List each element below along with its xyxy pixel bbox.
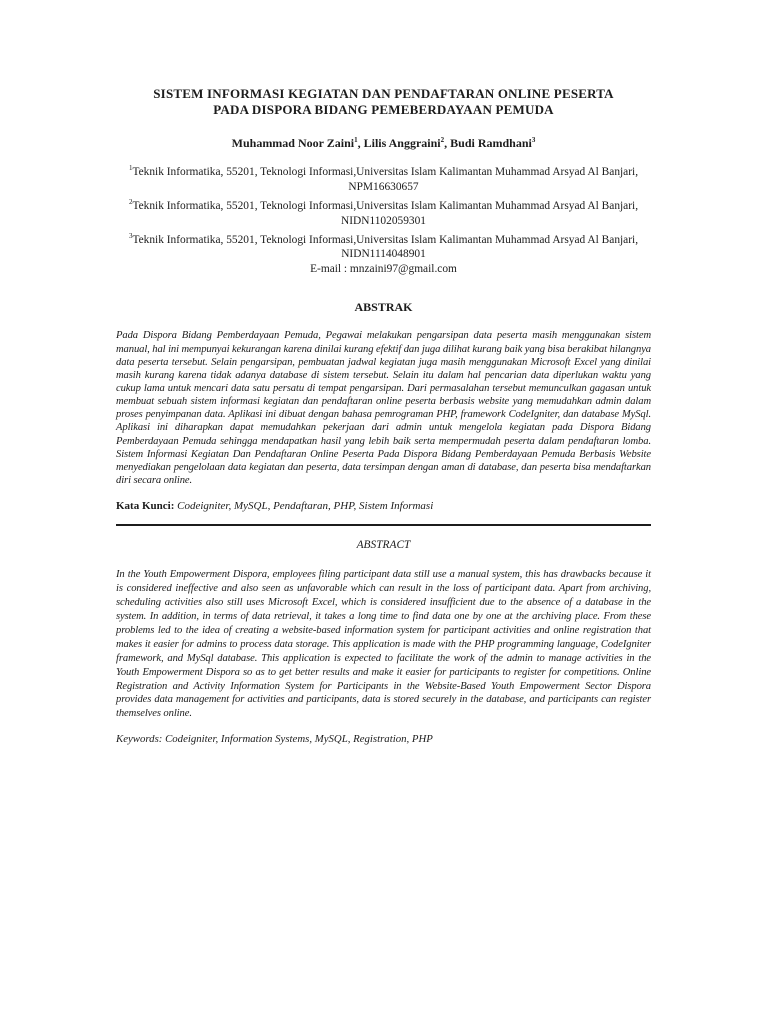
- author-name: Muhammad Noor Zaini: [231, 136, 355, 150]
- affiliation-line: Teknik Informatika, 55201, Teknologi Informasi,Universitas Islam Kalimantan Muhammad Arsyad Al Banjari,: [132, 233, 639, 246]
- email-address: E-mail : mnzaini97@gmail.com: [310, 263, 457, 276]
- abstract-heading: ABSTRACT: [356, 539, 411, 552]
- author-separator: ,: [444, 136, 451, 150]
- author-superscript: 3: [531, 136, 536, 144]
- kata-kunci: [116, 499, 651, 513]
- keywords: Keywords: Codeigniter, Information Systems, MySQL, Registration, PHP: [116, 733, 433, 746]
- affiliation: [116, 195, 651, 229]
- affiliation-superscript: 3: [128, 231, 133, 240]
- abstrak-heading: ABSTRAK: [354, 300, 413, 315]
- abstrak-body: Pada Dispora Bidang Pemberdayaan Pemuda, Pegawai melakukan pengarsipan data peserta masih menggunakan sistem manual, hal ini mempunyai kekurangan karena dinilai kurang efektif dan juga dilihat kurang baik yang bisa berakibat hilangnya data peserta tersebut. Selain pengarsipan, pembuatan jadwal kegiatan juga masih menggunakan Microsoft Excel yang dinilai masih kurang karena tidak adanya database di sistem tersebut. Selain itu dalam hal pencarian data diperlukan waktu yang cukup lama untuk mencari data satu persatu di tempat pengarsipan. Dari permasalahan tersebut memunculkan gagasan untuk membuat sebuah sistem informasi kegiatan dan pendaftaran online peserta berbasis website yang memudahkan admin dalam proses penyimpanan data. Aplikasi ini dibuat dengan bahasa pemrograman PHP, framework CodeIgniter, dan database MySql. Aplikasi ini diharapkan dapat memudahkan pekerjaan dari admin untuk mengelola kegiatan pada Dispora Bidang Pemberdayaan Pemuda sehingga mendapatkan hasil yang lebih baik serta mempermudah peserta dalam pendaftaran lomba. Sistem Informasi Kegiatan Dan Pendaftaran Online Peserta Pada Dispora Bidang Pemberdayaan Pemuda Berbasis Website menyediakan pengelolaan data kegiatan dan peserta, data tersimpan dengan aman di database, dan peserta bisa mendaftarkan diri secara online.: [116, 330, 651, 487]
- author-separator: ,: [357, 136, 364, 150]
- section-divider: [116, 524, 651, 526]
- author-list: [116, 133, 651, 151]
- author-superscript: 1: [354, 136, 358, 144]
- title-line-1: SISTEM INFORMASI KEGIATAN DAN PENDAFTARAN ONLINE PESERTA: [153, 86, 614, 101]
- affiliation-id: NIDN1114048901: [341, 248, 426, 261]
- paper-title: [116, 86, 651, 118]
- kata-kunci-label: Kata Kunci:: [116, 500, 175, 513]
- affiliation-id: NPM16630657: [348, 180, 419, 193]
- author-name: Lilis Anggraini: [363, 136, 441, 150]
- affiliation-line: Teknik Informatika, 55201, Teknologi Informasi,Universitas Islam Kalimantan Muhammad Arsyad Al Banjari,: [132, 199, 639, 212]
- affiliation: [116, 161, 651, 195]
- affiliation-line: Teknik Informatika, 55201, Teknologi Informasi,Universitas Islam Kalimantan Muhammad Arsyad Al Banjari,: [132, 165, 639, 178]
- author-superscript: 2: [440, 136, 445, 144]
- kata-kunci-values: Codeigniter, MySQL, Pendaftaran, PHP, Sistem Informasi: [174, 500, 434, 513]
- affiliation: [116, 229, 651, 263]
- title-line-2: PADA DISPORA BIDANG PEMEBERDAYAAN PEMUDA: [213, 102, 554, 117]
- affiliation-superscript: 2: [128, 197, 133, 206]
- abstract-body: In the Youth Empowerment Dispora, employees filing participant data still use a manual system, this has drawbacks because it is considered ineffective and also seen as unfavorable which can result in the loss of participant data. Apart from archiving, scheduling activities also still uses Microsoft Excel, which is considered insufficient due to the absence of a database in the system. In addition, in terms of data retrieval, it takes a long time to find data one by one at the archiving place. From these problems led to the idea of creating a website-based information system for participant activities and online registration that makes it easier for admins to process data storage. This application is made with the PHP programming language, CodeIgniter framework, and MySql database. This application is expected to facilitate the work of the admin to manage activities in the Youth Empowerment Dispora so as to get better results and make it easier for participants to register for competitions. Online Registration and Activity Information System for Participants in the Website-Based Youth Empowerment Sector Dispora provides data management for activities and participants, data is stored securely in the database, and participants can register themselves online.: [116, 569, 651, 720]
- affiliation-list: [116, 161, 651, 262]
- author-name: Budi Ramdhani: [450, 136, 532, 150]
- paper-page: [116, 86, 651, 746]
- affiliation-id: NIDN1102059301: [340, 214, 426, 227]
- affiliation-superscript: 1: [128, 164, 133, 172]
